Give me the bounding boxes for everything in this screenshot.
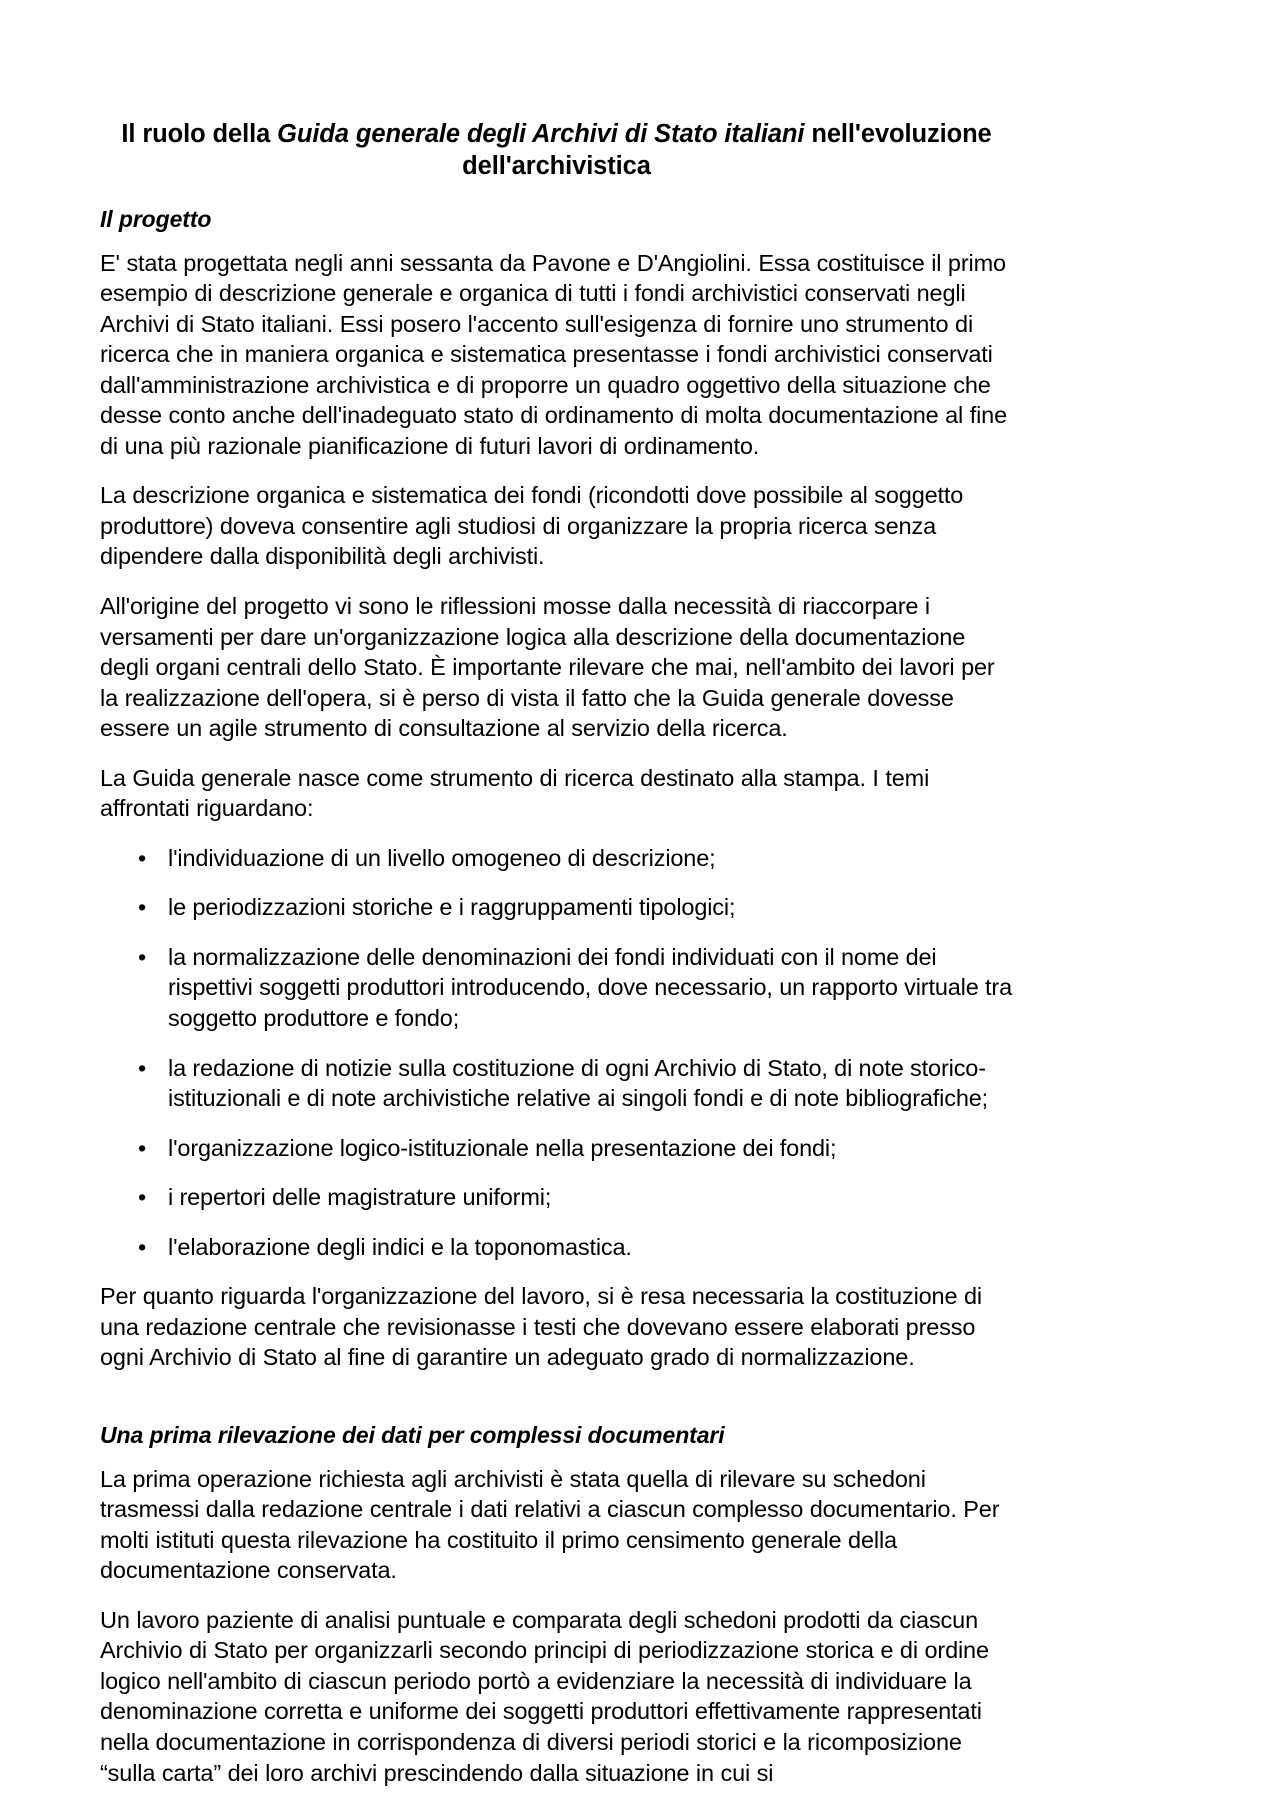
document-content bbox=[100, 118, 1013, 1788]
title-lead-text: Il ruolo della bbox=[121, 120, 278, 148]
page-title bbox=[100, 118, 1013, 183]
list-item-label: la normalizzazione delle denominazioni dei fondi individuati con il nome dei rispettivi soggetti produttori introducendo, dove necessario, un rapporto virtuale tra soggetto produttore e fondo; bbox=[168, 943, 1013, 1031]
paragraph: All'origine del progetto vi sono le riflessioni mosse dalla necessità di riaccorpare i versamenti per dare un'organizzazione logica alla descrizione della documentazione degli organi centrali dello Stato. È importante rilevare che mai, nell'ambito dei lavori per la realizzazione dell'opera, si è perso di vista il fatto che la Guida generale dovesse essere un agile strumento di consultazione al servizio della ricerca. bbox=[100, 592, 995, 742]
list-item bbox=[100, 843, 1013, 874]
list-item-label: la redazione di notizie sulla costituzione di ogni Archivio di Stato, di note storico-istituzionali e di note archivistiche relative ai singoli fondi e di note bibliografiche; bbox=[168, 1054, 989, 1112]
paragraph: La prima operazione richiesta agli archivisti è stata quella di rilevare su schedoni trasmessi dalla redazione centrale i dati relativi a ciascun complesso documentario. Per molti istituti questa rilevazione ha costituito il primo censimento generale della documentazione conservata. bbox=[100, 1465, 1000, 1584]
paragraph: La Guida generale nasce come strumento di ricerca destinato alla stampa. I temi affrontati riguardano: bbox=[100, 764, 930, 822]
bullet-icon: • bbox=[138, 943, 147, 970]
list-item-label: le periodizzazioni storiche e i raggruppamenti tipologici; bbox=[168, 894, 736, 921]
paragraph: E' stata progettata negli anni sessanta da Pavone e D'Angiolini. Essa costituisce il primo esempio di descrizione generale e organica di tutti i fondi archivistici conservati negli Archivi di Stato italiani. Essi posero l'accento sull'esigenza di fornire uno strumento di ricerca che in maniera organica e sistematica presentasse i fondi archivistici conservati dall'amministrazione archivistica e di proporre un quadro oggettivo della situazione che desse conto anche dell'inadeguato stato di ordinamento di molta documentazione al fine di una più razionale pianificazione di futuri lavori di ordinamento. bbox=[100, 249, 1007, 459]
section-heading-una-prima-rilevazione: Una prima rilevazione dei dati per complessi documentari bbox=[100, 1421, 725, 1448]
list-item-label: l'organizzazione logico-istituzionale nella presentazione dei fondi; bbox=[168, 1134, 837, 1161]
title-lead bbox=[121, 120, 277, 148]
list-item-label: l'individuazione di un livello omogeneo di descrizione; bbox=[168, 844, 716, 871]
bullet-icon: • bbox=[138, 1184, 147, 1211]
bullet-list bbox=[100, 843, 1013, 1262]
list-item-label: i repertori delle magistrature uniformi; bbox=[168, 1184, 552, 1211]
list-item bbox=[100, 1053, 1013, 1114]
paragraph: Per quanto riguarda l'organizzazione del lavoro, si è resa necessaria la costituzione di una redazione centrale che revisionasse i testi che dovevano essere elaborati presso ogni Archivio di Stato al fine di garantire un adeguato grado di normalizzazione. bbox=[100, 1283, 982, 1371]
bullet-icon: • bbox=[138, 894, 147, 921]
list-item bbox=[100, 1133, 1013, 1164]
list-item-label: l'elaborazione degli indici e la toponomastica. bbox=[168, 1233, 632, 1260]
list-item bbox=[100, 1182, 1013, 1213]
section-heading-il-progetto: Il progetto bbox=[100, 205, 212, 232]
bullet-icon: • bbox=[138, 1054, 147, 1081]
paragraph: Un lavoro paziente di analisi puntuale e comparata degli schedoni prodotti da ciascun Archivio di Stato per organizzarli secondo principi di periodizzazione storica e di ordine logico nell'ambito di ciascun periodo portò a evidenziare la necessità di individuare la denominazione corretta e uniforme dei soggetti produttori effettivamente rappresentati nella documentazione in corrispondenza di diversi periodi storici e la ricomposizione “sulla carta” dei loro archivi prescindendo dalla situazione in cui si bbox=[100, 1606, 989, 1786]
title-italic-segment: Guida generale degli Archivi di Stato italiani bbox=[277, 120, 805, 148]
bullet-icon: • bbox=[138, 1233, 147, 1260]
paragraph: La descrizione organica e sistematica dei fondi (ricondotti dove possibile al soggetto produttore) doveva consentire agli studiosi di organizzare la propria ricerca senza dipendere dalla disponibilità degli archivisti. bbox=[100, 482, 964, 570]
list-item bbox=[100, 1232, 1013, 1263]
title-trail-text: nell'evoluzione dell'archivistica bbox=[462, 120, 992, 181]
list-item bbox=[100, 892, 1013, 923]
bullet-icon: • bbox=[138, 844, 147, 871]
bullet-icon: • bbox=[138, 1134, 147, 1161]
list-item bbox=[100, 942, 1013, 1034]
